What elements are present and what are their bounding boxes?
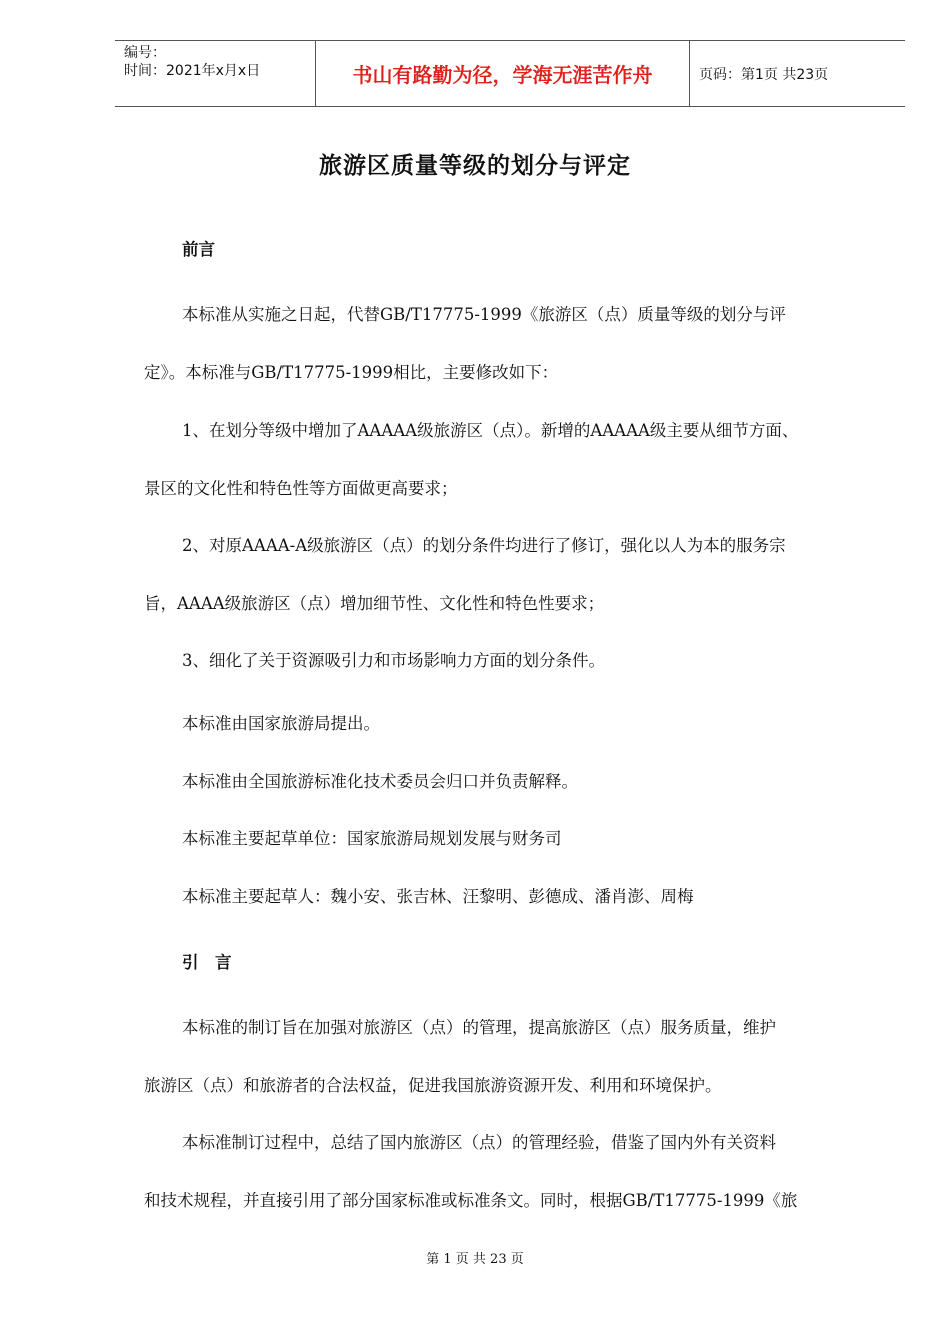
paragraph-line: 旅游区（点）和旅游者的合法权益，促进我国旅游资源开发、利用和环境保护。 (144, 1076, 722, 1095)
paragraph-line: 本标准制订过程中，总结了国内旅游区（点）的管理经验，借鉴了国内外有关资料 (182, 1133, 776, 1152)
date-label: 时间：2021年x月x日 (124, 63, 261, 79)
header-motto: 书山有路勤为径，学海无涯苦作舟 (316, 41, 690, 106)
paragraph-line: 3、细化了关于资源吸引力和市场影响力方面的划分条件。 (182, 651, 605, 670)
paragraph-line: 和技术规程，并直接引用了部分国家标准或标准条文。同时，根据GB/T17775-1999《旅 (144, 1191, 798, 1210)
paragraph-line: 2、对原AAAA-A级旅游区（点）的划分条件均进行了修订，强化以人为本的服务宗 (182, 536, 786, 555)
paragraph-line: 本标准由全国旅游标准化技术委员会归口并负责解释。 (182, 772, 578, 791)
number-label: 编号： (124, 45, 166, 61)
paragraph-line: 定》。本标准与GB/T17775-1999相比，主要修改如下： (144, 363, 559, 382)
paragraph-line: 本标准从实施之日起，代替GB/T17775-1999《旅游区（点）质量等级的划分与评 (182, 305, 786, 324)
header-meta (115, 41, 316, 106)
paragraph-line: 1、在划分等级中增加了AAAAA级旅游区（点）。新增的AAAAA级主要从细节方面、 (182, 421, 799, 440)
paragraph-line: 本标准由国家旅游局提出。 (182, 714, 380, 733)
paragraph-line: 景区的文化性和特色性等方面做更高要求； (144, 479, 458, 498)
paragraph-line: 本标准主要起草人：魏小安、张吉林、汪黎明、彭德成、潘肖澎、周梅 (182, 887, 694, 906)
paragraph-line: 本标准主要起草单位：国家旅游局规划发展与财务司 (182, 829, 562, 848)
paragraph-line: 旨，AAAA级旅游区（点）增加细节性、文化性和特色性要求； (144, 594, 605, 613)
page-footer: 第 1 页 共 23 页 (426, 1252, 524, 1267)
document-title: 旅游区质量等级的划分与评定 (319, 152, 631, 179)
page-header (115, 40, 905, 107)
section-heading-introduction: 引 言 (182, 953, 232, 972)
header-page-number: 页码：第1页 共23页 (699, 66, 829, 83)
paragraph-line: 本标准的制订旨在加强对旅游区（点）的管理，提高旅游区（点）服务质量，维护 (182, 1018, 776, 1037)
section-heading-preface: 前言 (182, 240, 215, 259)
